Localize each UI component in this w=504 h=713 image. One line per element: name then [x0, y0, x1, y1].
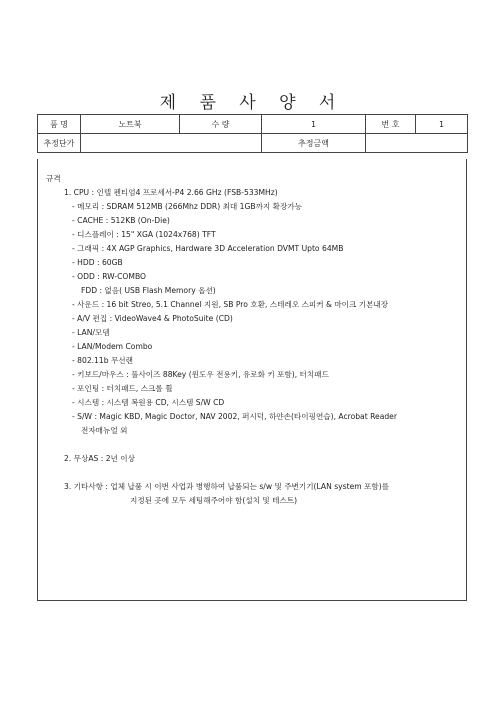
warranty-item: 2. 무상AS : 2년 이상	[64, 454, 135, 463]
est-unit-price-value	[81, 134, 262, 153]
list-item: - ODD : RW-COMBO	[72, 272, 147, 281]
list-item: - LAN/모뎀	[72, 328, 110, 337]
list-item: - 802.11b 무선랜	[72, 356, 133, 365]
table-row	[38, 115, 468, 134]
list-item: - 시스템 : 시스템 복원용 CD, 시스템 S/W CD	[72, 398, 225, 407]
table-row	[38, 134, 468, 153]
list-item: - 그래픽 : 4X AGP Graphics, Hardware 3D Acceleration DVMT Upto 64MB	[72, 244, 344, 253]
quantity-value: 1	[262, 115, 366, 134]
est-unit-price-label: 추정단가	[38, 134, 81, 153]
product-name-label: 품 명	[38, 115, 81, 134]
number-value: 1	[416, 115, 468, 134]
spec-body	[37, 159, 467, 601]
product-name-value: 노트북	[81, 115, 180, 134]
list-item: - A/V 편집 : VideoWave4 & PhotoSuite (CD)	[72, 314, 233, 323]
est-amount-value	[366, 134, 468, 153]
list-item: 1. CPU : 인텔 펜티엄4 프로세서-P4 2.66 GHz (FSB-533MHz)	[64, 188, 278, 197]
list-item: 전자매뉴얼 외	[81, 426, 128, 435]
list-item: - 사운드 : 16 bit Streo, 5.1 Channel 지원, SB Pro 호환, 스테레오 스피커 & 마이크 기본내장	[72, 300, 389, 309]
page-title: 제 품 사 양 서	[159, 93, 345, 113]
list-item: - 디스플레이 : 15" XGA (1024x768) TFT	[72, 230, 216, 239]
list-item: - S/W : Magic KBD, Magic Doctor, NAV 2002, 퍼시덕, 하얀손(타이핑연습), Acrobat Reader	[72, 412, 397, 421]
list-item: - CACHE : 512KB (On-Die)	[72, 216, 170, 225]
quantity-label: 수 량	[180, 115, 262, 134]
list-item: - 포인팅 : 터치패드, 스크롤 휠	[72, 384, 173, 393]
list-item: FDD : 없음( USB Flash Memory 옵션)	[81, 286, 216, 295]
misc-item: 3. 기타사항 : 업체 납품 시 이번 사업과 병행하여 납품되는 s/w 및 주변기기(LAN system 포함)를	[64, 482, 390, 491]
list-item: - 메모리 : SDRAM 512MB (266Mhz DDR) 최대 1GB까지 확장가능	[72, 202, 303, 211]
est-amount-label: 추정금액	[262, 134, 366, 153]
header-table	[37, 114, 468, 153]
misc-item-cont: 지정된 곳에 모두 세팅해주어야 함(설치 및 테스트)	[130, 496, 298, 505]
list-item: - LAN/Modem Combo	[72, 342, 153, 351]
spec-heading: 규격	[46, 174, 61, 183]
list-item: - HDD : 60GB	[72, 258, 123, 267]
number-label: 번 호	[366, 115, 416, 134]
list-item: - 키보드/마우스 : 풀사이즈 88Key (윈도우 전용키, 유로화 키 포함), 터치패드	[72, 370, 329, 379]
